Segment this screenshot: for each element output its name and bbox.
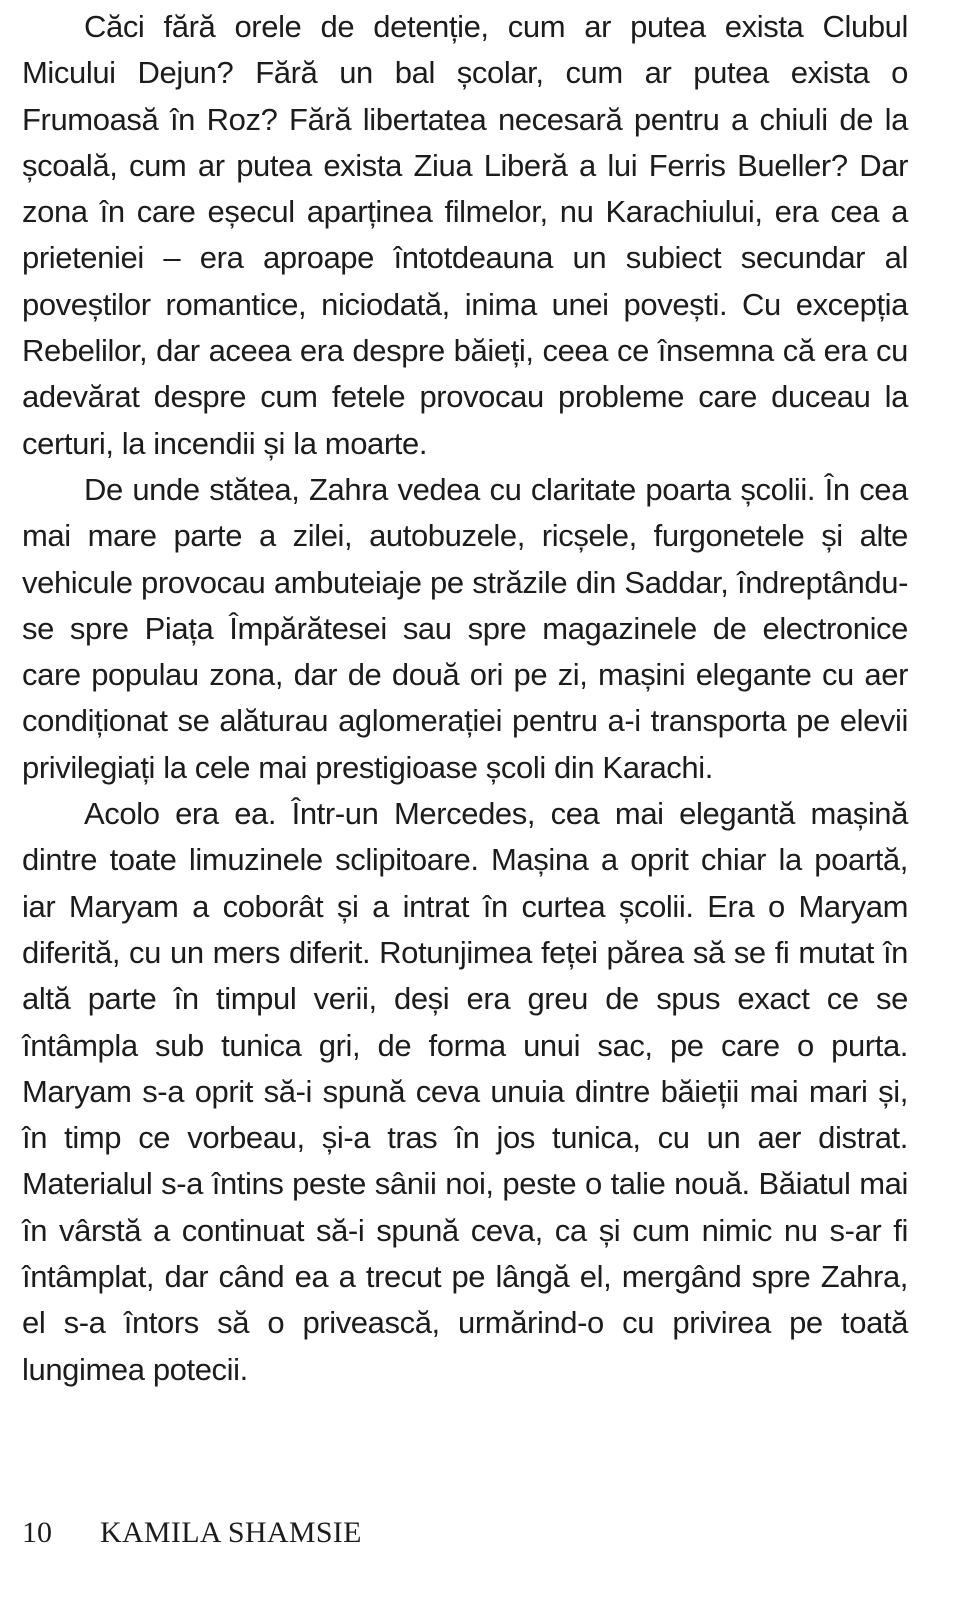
body-text [22,4,908,1393]
running-footer [22,1516,362,1550]
paragraph-3: Acolo era ea. Într-un Mercedes, cea mai elegantă mașină dintre toate limuzinele sclipitoare. Mașina a oprit chiar la poartă, iar Maryam a coborât și a intrat în curtea școlii. Era o Maryam diferită, cu un mers diferit. Rotunjimea feței părea să se fi mutat în altă parte în timpul verii, deși era greu de spus exact ce se întâmpla sub tunica gri, de forma unui sac, pe care o purta. Maryam s-a oprit să-i spună ceva unuia dintre băieții mai mari și, în timp ce vorbeau, și-a tras în jos tunica, cu un aer distrat. Materialul s-a întins peste sânii noi, peste o talie nouă. Băiatul mai în vârstă a continuat să-i spună ceva, ca și cum nimic nu s-ar fi întâmplat, dar când ea a trecut pe lângă el, mergând spre Zahra, el s-a întors să o privească, urmărind-o cu privirea pe toată lungimea potecii. [22,796,908,1387]
author-name: KAMILA SHAMSIE [100,1516,362,1549]
paragraph-1: Căci fără orele de detenție, cum ar putea exista Clubul Micului Dejun? Fără un bal școlar, cum ar putea exista o Frumoasă în Roz? Fără libertatea necesară pentru a chiuli de la școală, cum ar putea exista Ziua Liberă a lui Ferris Bueller? Dar zona în care eșecul aparținea filmelor, nu Karachiului, era cea a prieteniei – era aproape întotdeauna un subiect secundar al poveștilor romantice, niciodată, inima unei povești. Cu excepția Rebelilor, dar aceea era despre băieți, ceea ce însemna că era cu adevărat despre cum fetele provocau probleme care duceau la certuri, la incendii și la moarte. [22,9,908,461]
page-number: 10 [22,1516,52,1549]
paragraph-2: De unde stătea, Zahra vedea cu claritate poarta școlii. În cea mai mare parte a zilei, autobuzele, ricșele, furgonetele și alte vehicule provocau ambuteiaje pe străzile din Saddar, îndreptându-se spre Piața Împărătesei sau spre magazinele de electronice care populau zona, dar de două ori pe zi, mașini elegante cu aer condiționat se alăturau aglomerației pentru a-i transporta pe elevii privilegiați la cele mai prestigioase școli din Karachi. [22,471,908,785]
